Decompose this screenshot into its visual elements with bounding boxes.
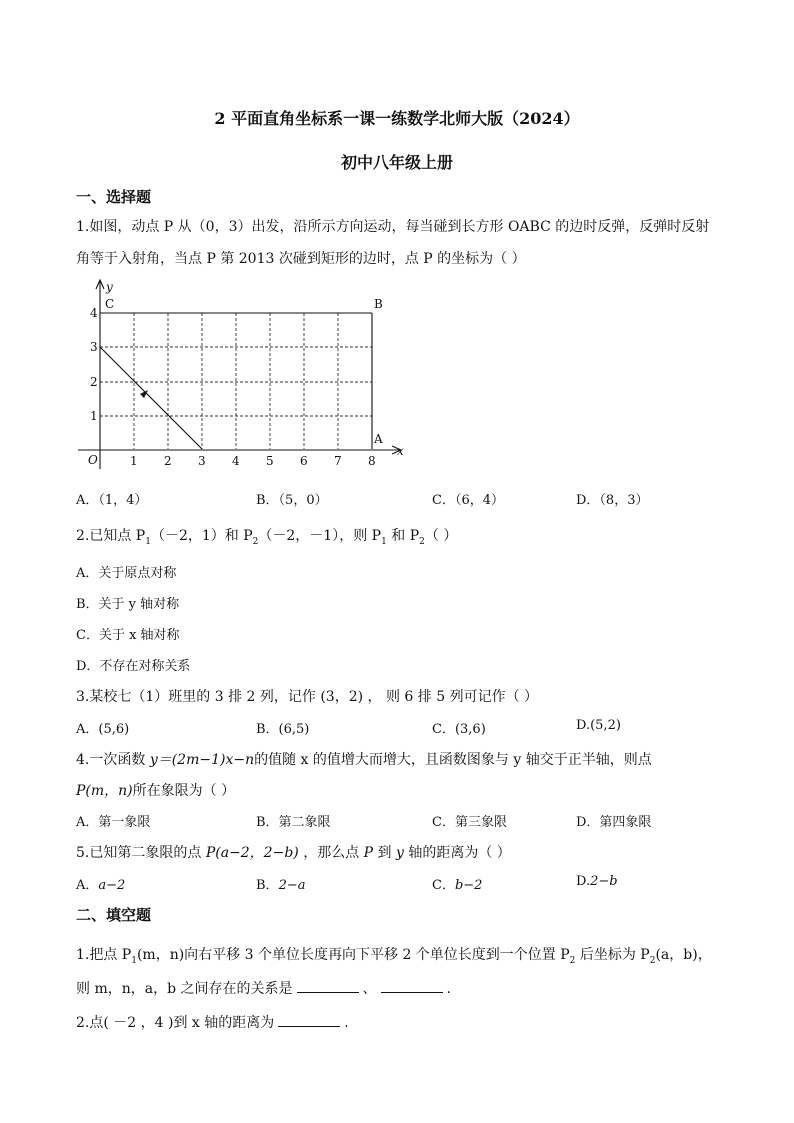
q1-option-a: A．（1，4） — [76, 493, 148, 508]
y-tick-label: 4 — [90, 306, 98, 320]
origin-label: O — [88, 453, 98, 467]
answer-blank[interactable] — [297, 980, 359, 993]
q3-option-a: A．(5,6) — [76, 722, 130, 737]
q1-option-c: C．（6，4） — [432, 493, 504, 508]
x-tick-label: 3 — [198, 454, 206, 468]
y-tick-label: 1 — [90, 409, 98, 423]
q3-option-b: B．(6,5) — [256, 722, 310, 737]
q4-text-line2: P(m，n)所在象限为（ ） — [76, 783, 236, 799]
q1-option-b: B．（5，0） — [256, 493, 328, 508]
q5-option-d: D.2−b — [576, 874, 618, 889]
answer-blank[interactable] — [381, 980, 443, 993]
q4-option-d: D．第四象限 — [576, 815, 652, 830]
y-axis-label: y — [106, 280, 113, 294]
answer-blank[interactable] — [278, 1014, 340, 1027]
x-tick-label: 6 — [300, 454, 308, 468]
q1-coordinate-figure — [74, 279, 414, 469]
f2-text: 2.点( －2 ，4 )到 x 轴的距离为 . — [76, 1015, 349, 1031]
x-tick-label: 8 — [368, 454, 376, 468]
q2-option-a: A．关于原点对称 — [76, 566, 177, 581]
x-axis-label: x — [397, 444, 404, 458]
document-subtitle: 初中八年级上册 — [340, 153, 453, 172]
q5-text: 5.已知第二象限的点 P(a−2，2−b) ，那么点 P 到 y 轴的距离为（ ） — [76, 845, 511, 861]
q3-text: 3.某校七（1）班里的 3 排 2 列，记作 (3，2) ， 则 6 排 5 列可记作（ ） — [76, 689, 539, 705]
f1-text-line1: 1.把点 $P_1(m$，n)向右平移 3 个单位长度再向下平移 2 个单位长度到一个位置 $P_2$ 后坐标为 $P_2(a$，b)， — [76, 947, 712, 966]
q1-option-d: D．（8，3） — [576, 493, 649, 508]
q4-text-line1: 4.一次函数 y＝(2m−1)x−n的值随 x 的值增大而增大，且函数图象与 y 轴交于正半轴，则点 — [76, 752, 652, 768]
q5-option-b: B．2−a — [256, 878, 306, 893]
x-tick-label: 7 — [334, 454, 342, 468]
q4-option-c: C．第三象限 — [432, 815, 507, 830]
y-tick-label: 2 — [90, 375, 98, 389]
f1-text-line2: 则 m，n，a，b 之间存在的关系是 、 . — [76, 981, 451, 997]
section-heading-fill: 二、填空题 — [76, 906, 152, 924]
point-a-label: A — [374, 432, 383, 446]
q3-option-c: C．(3,6) — [432, 722, 486, 737]
q3-option-d: D.(5,2) — [576, 718, 621, 733]
q4-option-a: A．第一象限 — [76, 815, 151, 830]
x-tick-label: 5 — [266, 454, 274, 468]
q1-text-line1: 1.如图，动点 P 从（0，3）出发，沿所示方向运动，每当碰到长方形 OABC 的边时反弹，反弹时反射 — [76, 219, 710, 235]
q2-option-d: D．不存在对称关系 — [76, 659, 191, 674]
point-b-label: B — [374, 297, 383, 311]
document-title: 2 平面直角坐标系一课一练数学北师大版（2024） — [214, 109, 580, 128]
grid-lines — [100, 313, 372, 449]
x-tick-label: 1 — [130, 454, 138, 468]
x-tick-label: 4 — [232, 454, 240, 468]
q4-option-b: B．第二象限 — [256, 815, 331, 830]
q2-option-b: B．关于 y 轴对称 — [76, 597, 180, 612]
section-heading-choice: 一、选择题 — [76, 188, 152, 206]
q2-text: 2.已知点 $P_1(-2$，1）和 $P_2(-2$，－1），则 $P_1$ 和 $P_2$（ ） — [76, 528, 458, 547]
p-motion-path — [100, 347, 202, 449]
q5-option-a: A．a−2 — [76, 878, 126, 893]
q1-text-line2: 角等于入射角，当点 P 第 2013 次碰到矩形的边时，点 P 的坐标为（ ） — [76, 251, 526, 267]
q2-option-c: C．关于 x 轴对称 — [76, 628, 180, 643]
q5-option-c: C．b−2 — [432, 878, 483, 893]
x-tick-label: 2 — [164, 454, 172, 468]
y-tick-label: 3 — [90, 340, 98, 354]
point-c-label: C — [105, 297, 115, 311]
